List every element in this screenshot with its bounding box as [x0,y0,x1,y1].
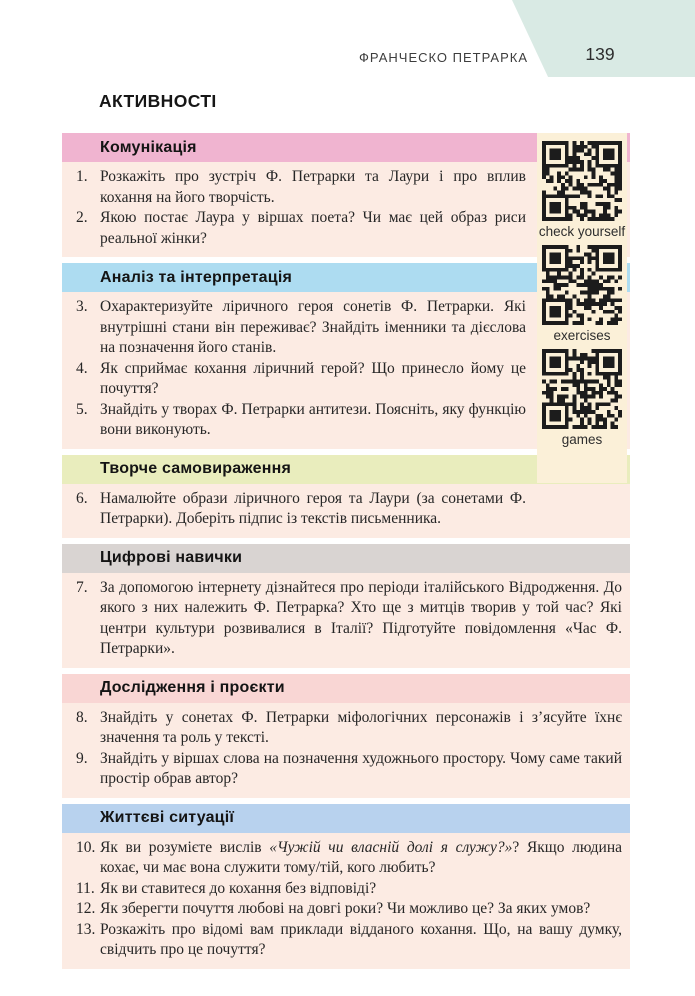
running-head: ФРАНЧЕСКО ПЕТРАРКА [359,50,528,65]
section-title: Цифрові навички [100,549,243,566]
activity-item [62,920,626,961]
item-number: 13. [76,920,96,938]
item-text: Охарактеризуйте ліричного героя сонетів Ф. Петрарки. Які внутрішні стани він переживає? Знайдіть іменники та дієслова на позначення його станів. [100,298,526,356]
activity-item [62,489,626,530]
activity-item [62,578,626,660]
qr-item-exercises [537,245,627,344]
activity-item [62,708,626,749]
section-body [62,703,630,798]
qr-code-exercises-icon [537,245,627,325]
item-number: 11. [76,879,95,897]
item-text-part: Як ви розумієте вислів [100,838,270,856]
item-number: 6. [76,489,88,507]
item-text: Як ви ставитеся до кохання без відповіді? [100,879,377,897]
qr-item-games [537,349,627,448]
qr-panel [537,133,627,483]
item-text: Розкажіть про відомі вам приклади відданого кохання. Що, на вашу думку, свідчить про це почуття? [100,920,622,958]
item-text-quote: «Чужій чи власній долі я служу?» [269,838,513,856]
item-number: 10. [76,838,96,856]
activity-item [62,879,626,900]
section-header [62,544,630,573]
item-number: 9. [76,749,88,767]
item-text-part: ? Якщо людина кохає, чи має вона служити тому/тій, кого любить? [100,838,622,876]
item-number: 4. [76,359,88,377]
section-title: Життєві ситуації [100,809,235,826]
item-text [100,838,626,879]
section-header [62,804,630,833]
page-number: 139 [585,44,615,64]
qr-label: check yourself [538,224,626,239]
section [62,544,630,668]
qr-label: games [561,432,603,447]
section-body [62,484,630,538]
qr-code-games-icon [537,349,627,429]
section-title: Аналіз та інтерпретація [100,268,292,286]
item-text: Знайдіть у віршах слова на позначення художнього простору. Чому саме такий простір обрав автор? [100,749,622,787]
item-text: Розкажіть про зустріч Ф. Петрарки та Лаури і про вплив кохання на його творчість. [100,168,526,206]
item-text: За допомогою інтернету дізнайтеся про періоди італійського Відродження. До якого з них належить Ф. Петрарка? Хто ще з митців творив у той час? Які центри культури розвивалися в Італії? Підготуйте повідомлення «Час Ф. Петрарки». [100,578,622,657]
page-corner-band [512,0,695,77]
item-text: Як сприймає кохання ліричний герой? Що принесло йому це почуття? [100,359,526,397]
item-number: 3. [76,298,88,315]
section-title: Комунікація [100,138,197,156]
item-text: Як зберегти почуття любові на довгі роки? Чи можливо це? За яких умов? [100,900,591,917]
section-title: Дослідження і проєкти [100,679,285,696]
section [62,804,630,969]
activity-item [62,899,626,920]
section-body [62,573,630,668]
item-number: 7. [76,578,88,596]
item-number: 8. [76,708,88,726]
section-title: Творче самовираження [100,460,291,477]
activity-item [62,838,626,879]
section-header [62,674,630,703]
qr-label: exercises [553,328,611,343]
item-number: 1. [76,168,88,185]
section [62,674,630,798]
qr-code-check-yourself-icon [537,141,627,221]
section-body [62,833,630,969]
item-text: Якою постає Лаура у віршах поета? Чи має цей образ риси реальної жінки? [100,209,526,247]
item-number: 2. [76,209,88,226]
item-text: Намалюйте образи ліричного героя та Лаури (за сонетами Ф. Петрарки). Доберіть підпис із текстів письменника. [100,489,526,527]
item-number: 5. [76,400,88,418]
activity-item [62,749,626,790]
page-title: АКТИВНОСТІ [99,91,217,111]
qr-item-check-yourself [537,141,627,240]
item-text: Знайдіть у сонетах Ф. Петрарки міфологічних персонажів і з’ясуйте їхнє значення та роль у тексті. [100,708,622,746]
item-text: Знайдіть у творах Ф. Петрарки антитези. Поясніть, яку функцію вони виконують. [100,400,526,438]
item-number: 12. [76,900,96,917]
